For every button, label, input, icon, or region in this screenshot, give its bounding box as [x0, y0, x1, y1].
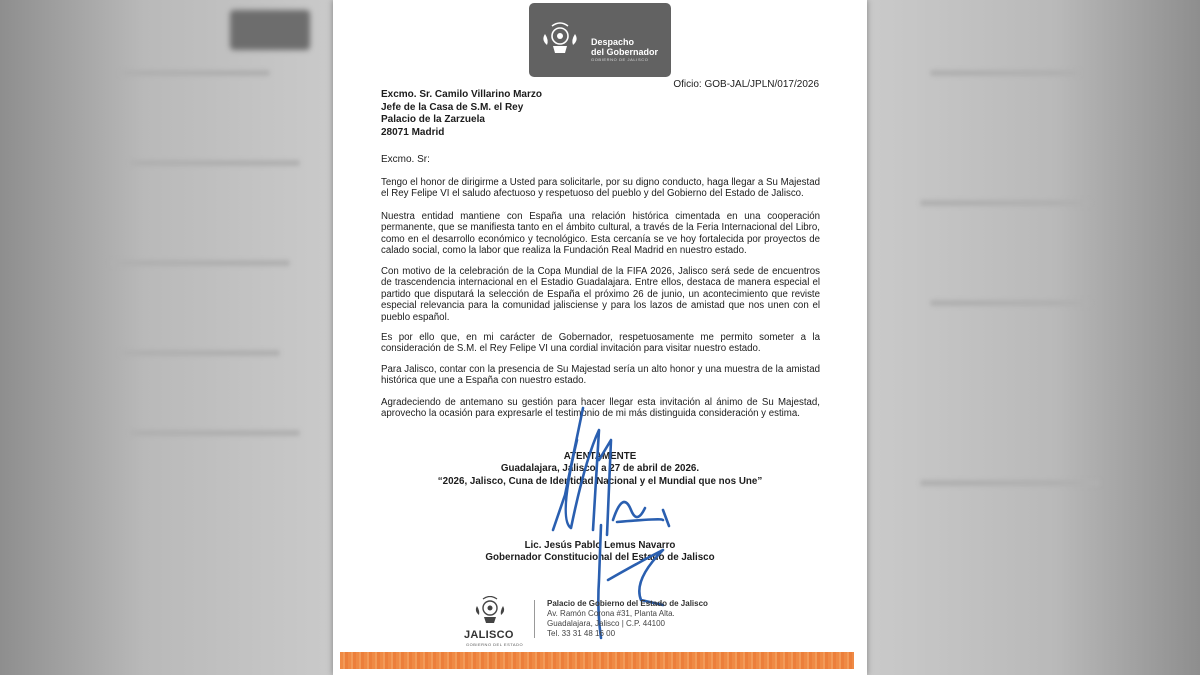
letterhead-badge	[529, 3, 671, 77]
body-paragraph: Nuestra entidad mantiene con España una relación histórica cimentada en una cooperación permanente, que se manifiesta tanto en el ámbito cultural, a través de la Feria Internacional del Libro, como en el desarrollo económico y tecnológico. Esta cercanía se ve hoy fortalecida por proyectos de calado social, como la labor que realiza la Fundación Real Madrid en nuestro estado.	[381, 211, 820, 257]
body-paragraph: Tengo el honor de dirigirme a Usted para solicitarle, por su digno conducto, haga llegar a Su Majestad el Rey Felipe VI el saludo afectuoso y respetuoso del pueblo y del Gobierno del Estado de Jalisco.	[381, 177, 820, 200]
footer-address-line: Guadalajara, Jalisco | C.P. 44100	[547, 619, 666, 628]
recipient-block	[381, 89, 542, 139]
blurred-text	[130, 160, 300, 166]
signer-title: Gobernador Constitucional del Estado de Jalisco	[485, 552, 715, 563]
blurred-text	[930, 70, 1080, 76]
jalisco-emblem-icon	[539, 22, 581, 58]
footer-orange-bar	[340, 652, 854, 669]
recipient-city: 28071 Madrid	[381, 126, 445, 138]
footer-address	[547, 599, 708, 639]
recipient-position: Jefe de la Casa de S.M. el Rey	[381, 101, 524, 113]
closing-place-date: Guadalajara, Jalisco, a 27 de abril de 2026.	[500, 463, 700, 474]
blurred-text	[920, 200, 1090, 206]
recipient-name: Excmo. Sr. Camilo Villarino Marzo	[381, 89, 542, 100]
recipient-place: Palacio de la Zarzuela	[381, 114, 485, 125]
office-title-line: Despacho	[591, 37, 635, 47]
body-paragraph: Es por ello que, en mi carácter de Gobernador, respetuosamente me permito someter a la consideración de S.M. el Rey Felipe VI una cordial invitación para visitar nuestro estado.	[381, 332, 820, 355]
letter-page	[333, 0, 867, 675]
blurred-text	[130, 430, 300, 436]
blurred-text	[120, 350, 280, 356]
footer-brand: JALISCO	[464, 629, 514, 641]
salutation: Excmo. Sr:	[381, 154, 430, 165]
blurred-text	[110, 260, 290, 266]
blurred-text	[920, 480, 1100, 486]
footer-divider	[534, 600, 535, 638]
body-paragraph: Agradeciendo de antemano su gestión para hacer llegar esta invitación al ánimo de Su Majestad, aprovecho la ocasión para expresarle el testimonio de mi más distinguida consideración y estima.	[381, 397, 820, 420]
blurred-logo	[230, 10, 310, 50]
closing-atentamente: ATENTAMENTE	[563, 451, 637, 462]
footer-brand-sub: GOBIERNO DEL ESTADO	[466, 642, 524, 647]
blurred-text	[120, 70, 270, 76]
footer-phone: Tel. 33 31 48 16 00	[547, 629, 616, 638]
office-title-line: del Gobernador	[591, 47, 659, 57]
office-subtitle: GOBIERNO DE JALISCO	[591, 57, 649, 62]
blurred-text	[930, 300, 1090, 306]
body-paragraph: Con motivo de la celebración de la Copa Mundial de la FIFA 2026, Jalisco será sede de encuentros de trascendencia internacional en el Estadio Guadalajara. Entre ellos, destaca de manera especial el partido que disputará la selección de España el próximo 26 de junio, un acontecimiento que reviste especial relevancia para la comunidad jalisciense y para los lazos de amistad que nos unen con el pueblo español.	[381, 266, 820, 323]
oficio-number: Oficio: GOB-JAL/JPLN/017/2026	[673, 79, 819, 90]
closing-motto: “2026, Jalisco, Cuna de Identidad Nacional y el Mundial que nos Une”	[437, 476, 763, 487]
footer-address-line: Palacio de Gobierno del Estado de Jalisco	[547, 599, 708, 608]
footer-address-line: Av. Ramón Corona #31, Planta Alta.	[547, 609, 675, 618]
body-paragraph: Para Jalisco, contar con la presencia de Su Majestad sería un alto honor y una muestra de la amistad histórica que une a España con nuestro estado.	[381, 364, 820, 387]
signer-name: Lic. Jesús Pablo Lemus Navarro	[524, 540, 676, 551]
office-title	[591, 37, 671, 57]
jalisco-footer-emblem-icon	[472, 596, 508, 626]
